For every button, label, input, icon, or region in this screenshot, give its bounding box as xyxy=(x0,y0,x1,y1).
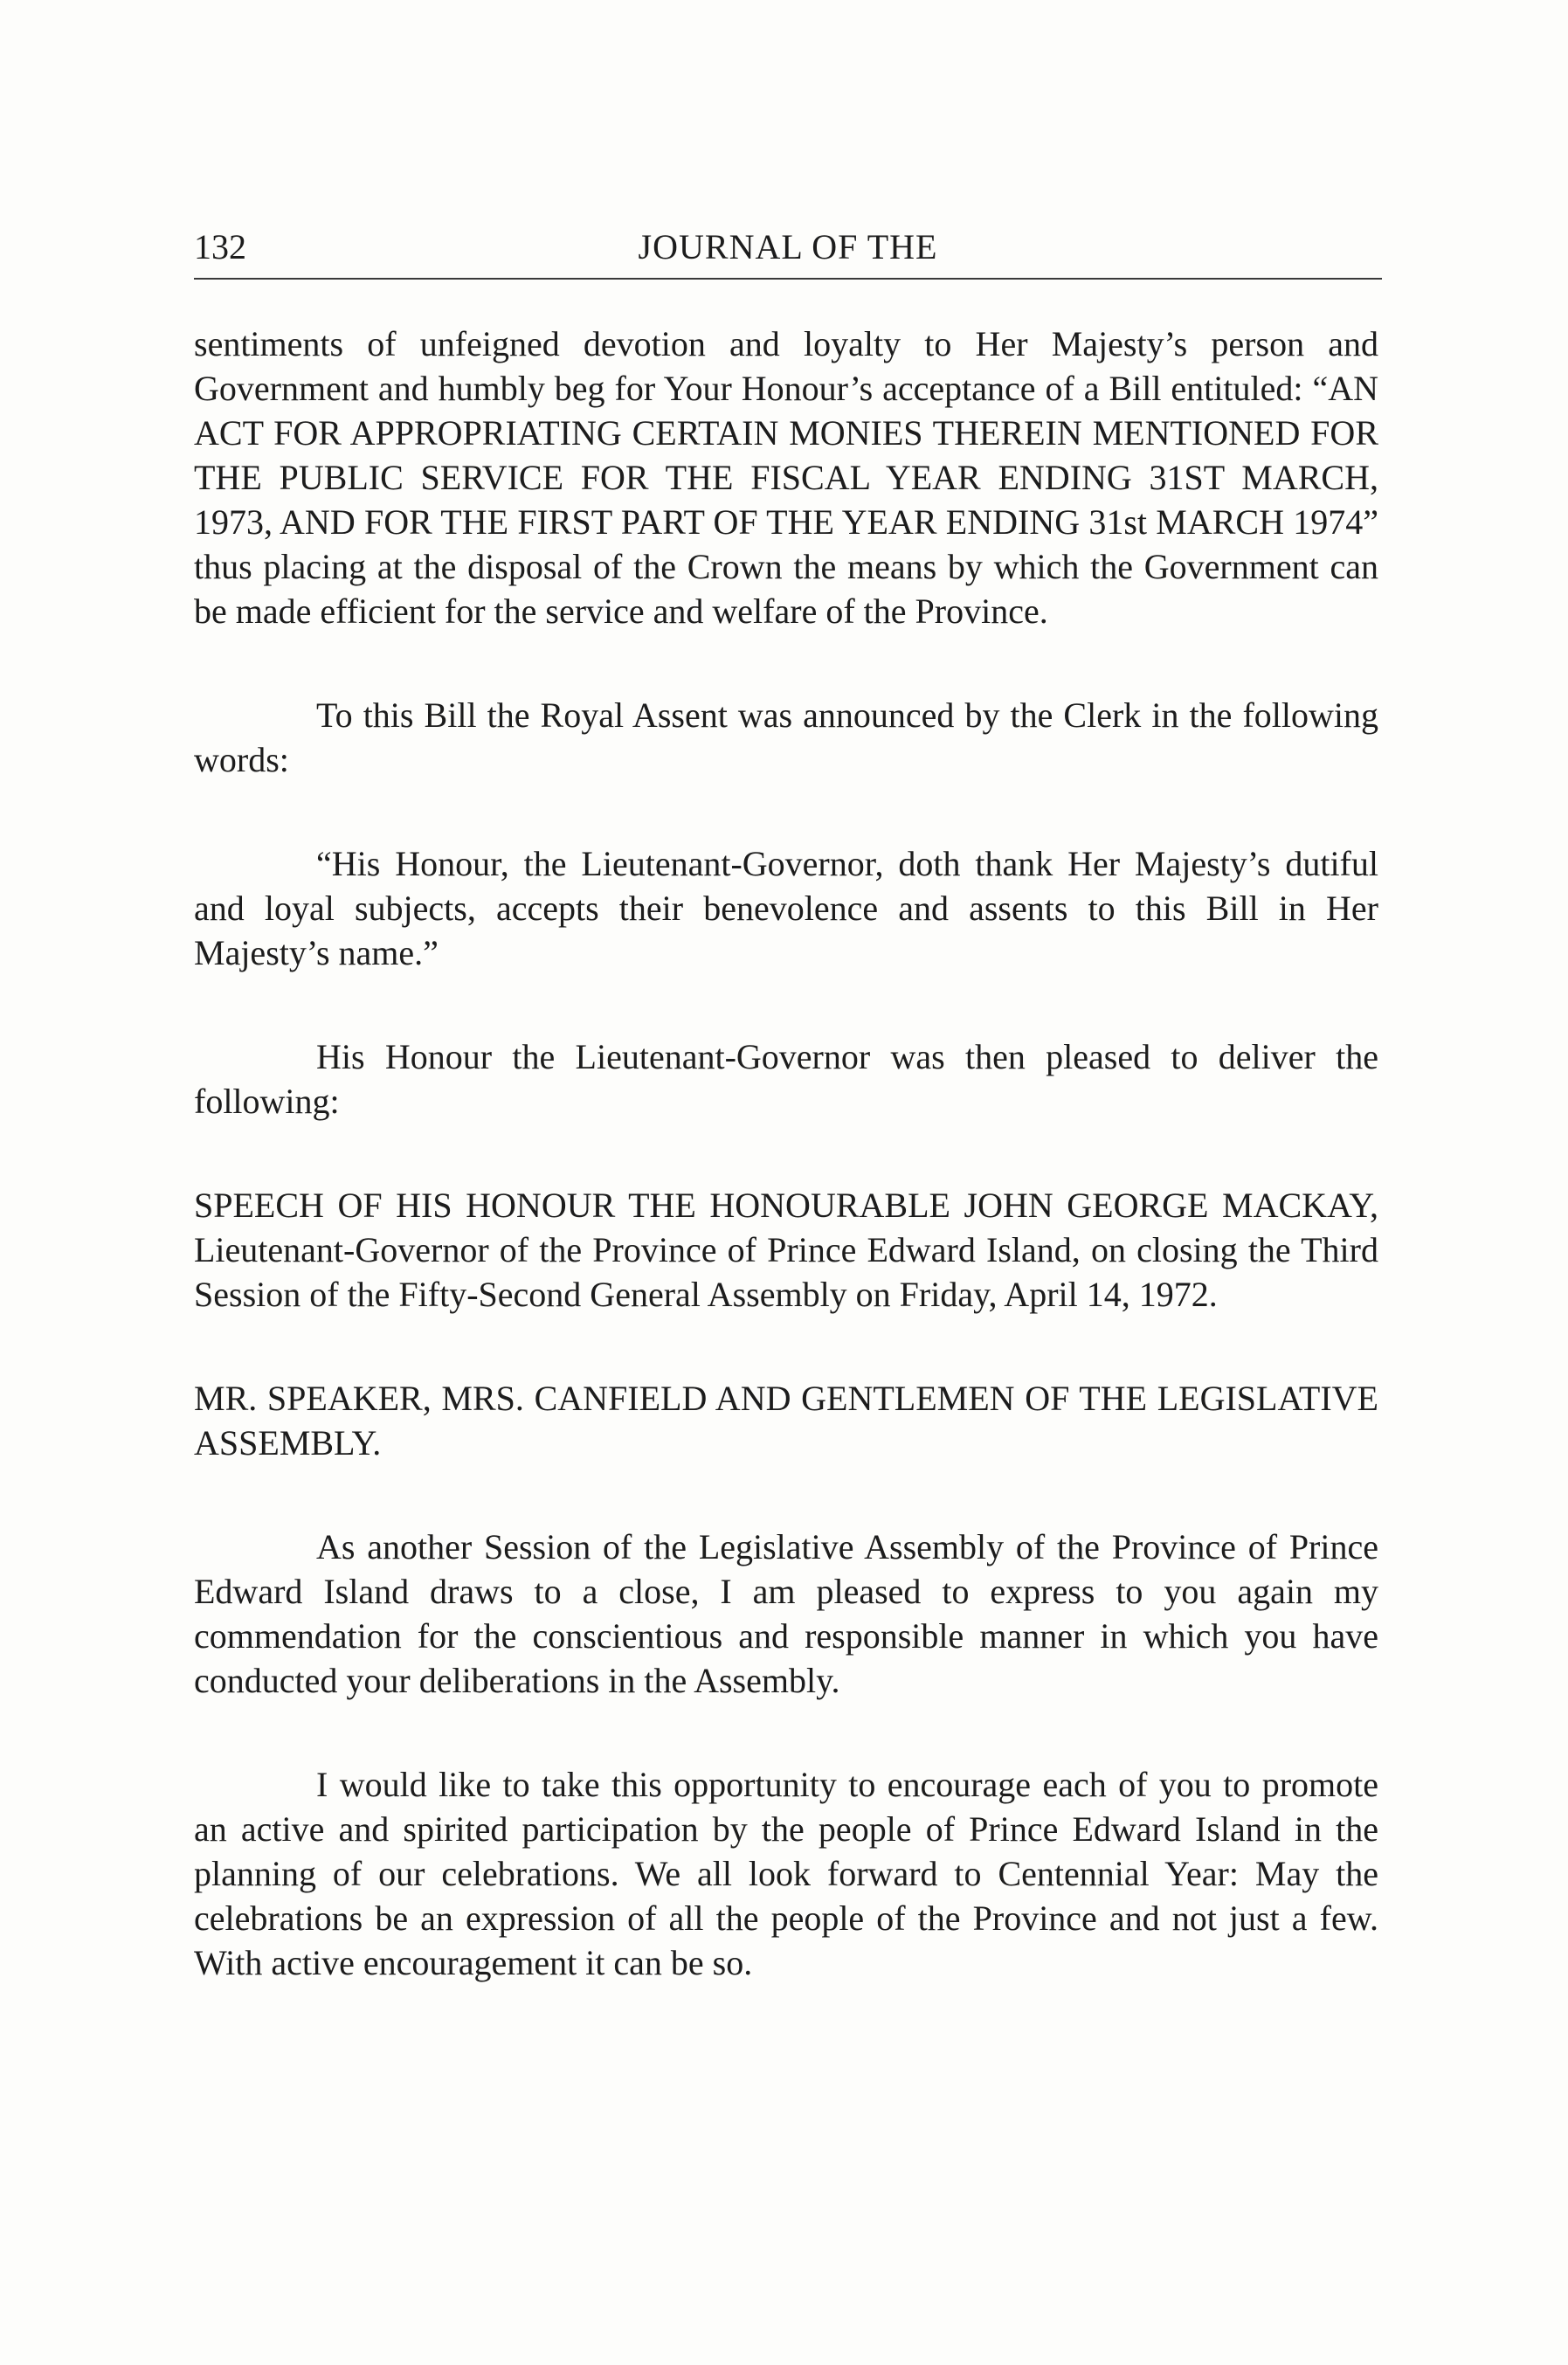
speech-heading: SPEECH OF HIS HONOUR THE HONOURABLE JOHN GEORGE MACKAY, Lieutenant-Governor of the Province of Prince Edward Island, on closing the Third Session of the Fifty-Second General Assembly on Friday, April 14, 1972. xyxy=(194,1186,1378,1314)
paragraph-centennial: I would like to take this opportunity to encourage each of you to promote an active and spirited participation by the people of Prince Edward Island in the planning of our celebrations. We all look forward to Centennial Year: May the celebrations be an expression of all the people of the Province and not just a few. With active encouragement it can be so. xyxy=(194,1765,1378,1982)
page-header xyxy=(194,225,1382,280)
paragraph-assent-words: “His Honour, the Lieutenant-Governor, doth thank Her Majesty’s dutiful and loyal subjects, accepts their benevolence and assents to this Bill in Her Majesty’s name.” xyxy=(194,844,1378,972)
page-body xyxy=(194,322,1378,1985)
speech-salutation: MR. SPEAKER, MRS. CANFIELD AND GENTLEMEN OF THE LEGISLATIVE ASSEMBLY. xyxy=(194,1379,1378,1463)
paragraph-loyal-address: sentiments of unfeigned devotion and loyalty to Her Majesty’s person and Government and humbly beg for Your Honour’s acceptance of a Bill entituled: “AN ACT FOR APPROPRIATING CERTAIN MONIES THEREIN MENTIONED FOR THE PUBLIC SERVICE FOR THE FISCAL YEAR ENDING 31ST MARCH, 1973, AND FOR THE FIRST PART OF THE YEAR ENDING 31st MARCH 1974” thus placing at the disposal of the Crown the means by which the Government can be made efficient for the service and welfare of the Province. xyxy=(194,324,1378,631)
page-number: 132 xyxy=(194,227,246,266)
paragraph-speech-intro: His Honour the Lieutenant-Governor was then pleased to deliver the following: xyxy=(194,1037,1378,1121)
paragraph-session-close: As another Session of the Legislative Assembly of the Province of Prince Edward Island draws to a close, I am pleased to express to you again my commendation for the conscientious and responsible manner in which you have conducted your deliberations in the Assembly. xyxy=(194,1527,1378,1700)
paragraph-royal-assent: To this Bill the Royal Assent was announced by the Clerk in the following words: xyxy=(194,695,1378,779)
running-head: JOURNAL OF THE xyxy=(638,227,938,266)
